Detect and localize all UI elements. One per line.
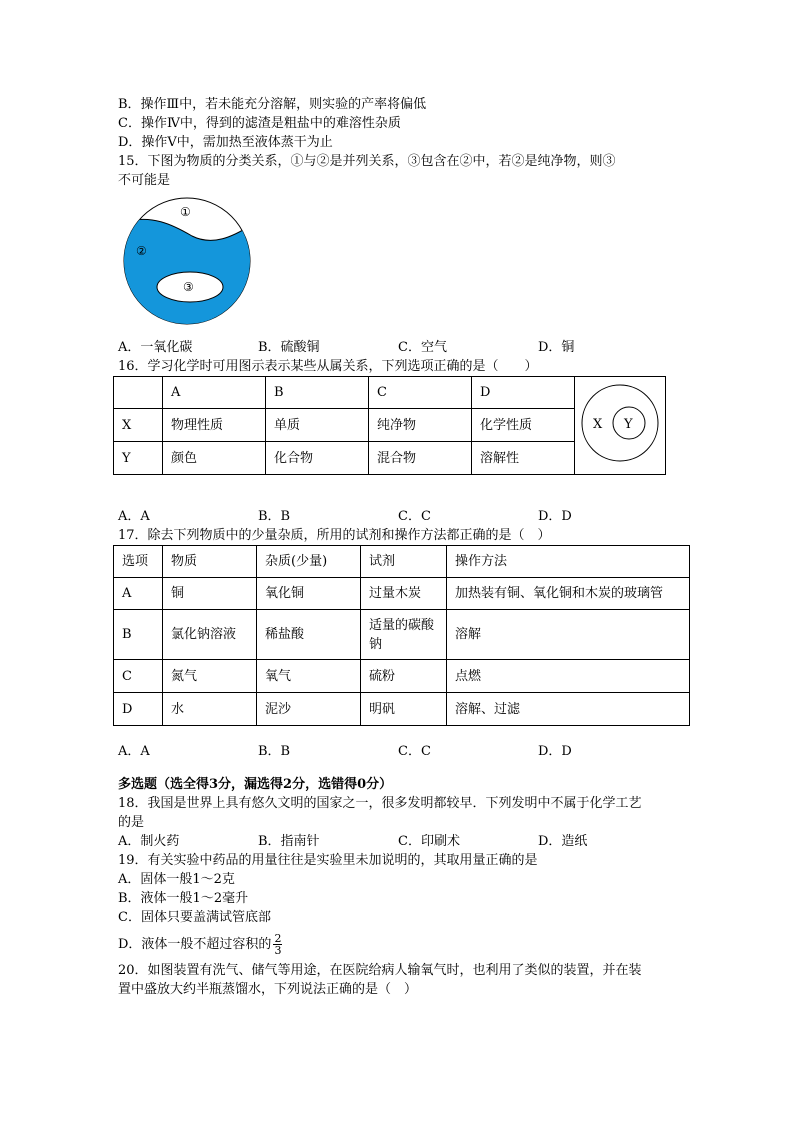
q16-header-cell: A bbox=[163, 377, 266, 409]
label-3: ③ bbox=[183, 280, 194, 294]
q16-option-d[interactable]: D．D bbox=[538, 509, 572, 524]
fraction bbox=[273, 933, 282, 956]
q17-cell: 点燃 bbox=[447, 660, 690, 693]
q14-option-b: B．操作Ⅲ中，若未能充分溶解，则实验的产率将偏低 bbox=[118, 97, 427, 112]
q17-cell: D bbox=[114, 693, 163, 726]
q16-cell: 化合物 bbox=[266, 442, 369, 475]
q17-option-b[interactable]: B．B bbox=[258, 744, 291, 759]
label-x: X bbox=[593, 416, 603, 432]
q16-cell: 化学性质 bbox=[472, 409, 575, 442]
q16-row-label: X bbox=[114, 409, 163, 442]
q18-stem-cont: 的是 bbox=[118, 815, 145, 830]
q16-cell: 颜色 bbox=[163, 442, 266, 475]
q16-cell: 纯净物 bbox=[369, 409, 472, 442]
q16-cell: 物理性质 bbox=[163, 409, 266, 442]
q16-header-cell: B bbox=[266, 377, 369, 409]
q16-cell: 溶解性 bbox=[472, 442, 575, 475]
q17-cell: 氮气 bbox=[163, 660, 257, 693]
q17-cell: 适量的碳酸钠 bbox=[361, 610, 447, 660]
q17-header-cell: 杂质(少量) bbox=[257, 546, 361, 578]
q18-option-d[interactable]: D．造纸 bbox=[538, 834, 588, 849]
q19-option-d-row[interactable] bbox=[118, 927, 698, 961]
q16-header-cell: C bbox=[369, 377, 472, 409]
q14-option-c: C．操作Ⅳ中，得到的滤渣是粗盐中的难溶性杂质 bbox=[118, 116, 401, 131]
q17-cell: A bbox=[114, 578, 163, 610]
q16-diagram-cell bbox=[575, 377, 666, 475]
q17-header-cell: 试剂 bbox=[361, 546, 447, 578]
q16-cell: 单质 bbox=[266, 409, 369, 442]
q17-cell: 氧气 bbox=[257, 660, 361, 693]
q17-cell: 泥沙 bbox=[257, 693, 361, 726]
q19-option-c[interactable]: C．固体只要盖满试管底部 bbox=[118, 910, 271, 925]
label-1: ① bbox=[180, 205, 191, 219]
fraction-denominator: 3 bbox=[274, 943, 282, 957]
q17-options bbox=[118, 742, 698, 761]
q15-option-a[interactable]: A．一氧化碳 bbox=[118, 340, 193, 355]
q16-table bbox=[113, 376, 666, 475]
q16-stem: 16．学习化学时可用图示表示某些从属关系，下列选项正确的是（ ） bbox=[118, 359, 538, 374]
q17-cell: 铜 bbox=[163, 578, 257, 610]
q16-option-c[interactable]: C．C bbox=[398, 509, 431, 524]
q18-option-c[interactable]: C．印刷术 bbox=[398, 834, 460, 849]
q14-option-d: D．操作Ⅴ中，需加热至液体蒸干为止 bbox=[118, 135, 333, 150]
q18-option-b[interactable]: B．指南针 bbox=[258, 834, 320, 849]
q17-option-c[interactable]: C．C bbox=[398, 744, 431, 759]
q15-option-d[interactable]: D．铜 bbox=[538, 340, 575, 355]
q16-header-cell: D bbox=[472, 377, 575, 409]
q19-stem: 19．有关实验中药品的用量往往是实验里未加说明的，其取用量正确的是 bbox=[118, 853, 538, 868]
q17-option-d[interactable]: D．D bbox=[538, 744, 572, 759]
q17-header-cell: 选项 bbox=[114, 546, 163, 578]
q17-cell: 过量木炭 bbox=[361, 578, 447, 610]
label-y: Y bbox=[624, 416, 633, 432]
q17-option-a[interactable]: A．A bbox=[118, 744, 150, 759]
q17-cell: 加热装有铜、氧化铜和木炭的玻璃管 bbox=[447, 578, 690, 610]
q19-option-a[interactable]: A．固体一般1～2克 bbox=[118, 872, 235, 887]
q15-option-b[interactable]: B．硫酸铜 bbox=[258, 340, 320, 355]
q17-cell: 明矾 bbox=[361, 693, 447, 726]
exam-page bbox=[118, 95, 698, 999]
q15-stem: 15．下图为物质的分类关系，①与②是并列关系，③包含在②中，若②是纯净物，则③ bbox=[118, 154, 616, 169]
section-title: 多选题（选全得3分，漏选得2分，选错得0分） bbox=[118, 777, 393, 792]
q17-header-cell: 物质 bbox=[163, 546, 257, 578]
q16-option-a[interactable]: A．A bbox=[118, 509, 150, 524]
q17-cell: B bbox=[114, 610, 163, 660]
q16-row-label: Y bbox=[114, 442, 163, 475]
xy-diagram bbox=[575, 378, 665, 468]
q15-stem-cont: 不可能是 bbox=[118, 173, 171, 188]
q16-option-b[interactable]: B．B bbox=[258, 509, 291, 524]
classification-diagram bbox=[120, 194, 698, 334]
q16-cell: 混合物 bbox=[369, 442, 472, 475]
q17-cell: 稀盐酸 bbox=[257, 610, 361, 660]
q17-cell: 溶解、过滤 bbox=[447, 693, 690, 726]
q15-options bbox=[118, 338, 698, 357]
q17-cell: 氯化钠溶液 bbox=[163, 610, 257, 660]
q17-table bbox=[113, 545, 690, 726]
q18-stem: 18．我国是世界上具有悠久文明的国家之一，很多发明都较早．下列发明中不属于化学工艺 bbox=[118, 796, 642, 811]
q17-stem: 17．除去下列物质中的少量杂质，所用的试剂和操作方法都正确的是（ ） bbox=[118, 528, 551, 543]
q18-options bbox=[118, 832, 698, 851]
q17-cell: C bbox=[114, 660, 163, 693]
classification-figure bbox=[120, 194, 256, 328]
q15-option-c[interactable]: C．空气 bbox=[398, 340, 447, 355]
q19-option-b[interactable]: B．液体一般1～2毫升 bbox=[118, 891, 249, 906]
q17-cell: 硫粉 bbox=[361, 660, 447, 693]
q16-options bbox=[118, 507, 698, 526]
q17-cell: 氧化铜 bbox=[257, 578, 361, 610]
q19-option-d: D．液体一般不超过容积的 bbox=[118, 936, 272, 952]
q20-stem: 20．如图装置有洗气、储气等用途，在医院给病人输氧气时，也利用了类似的装置，并在装 bbox=[118, 963, 642, 978]
fraction-numerator: 2 bbox=[274, 931, 282, 945]
q17-cell: 溶解 bbox=[447, 610, 690, 660]
label-2: ② bbox=[136, 244, 147, 258]
q20-stem-cont: 置中盛放大约半瓶蒸馏水，下列说法正确的是（ ） bbox=[118, 982, 418, 997]
q18-option-a[interactable]: A．制火药 bbox=[118, 834, 180, 849]
q17-header-cell: 操作方法 bbox=[447, 546, 690, 578]
q16-header-cell bbox=[114, 377, 163, 409]
q17-cell: 水 bbox=[163, 693, 257, 726]
